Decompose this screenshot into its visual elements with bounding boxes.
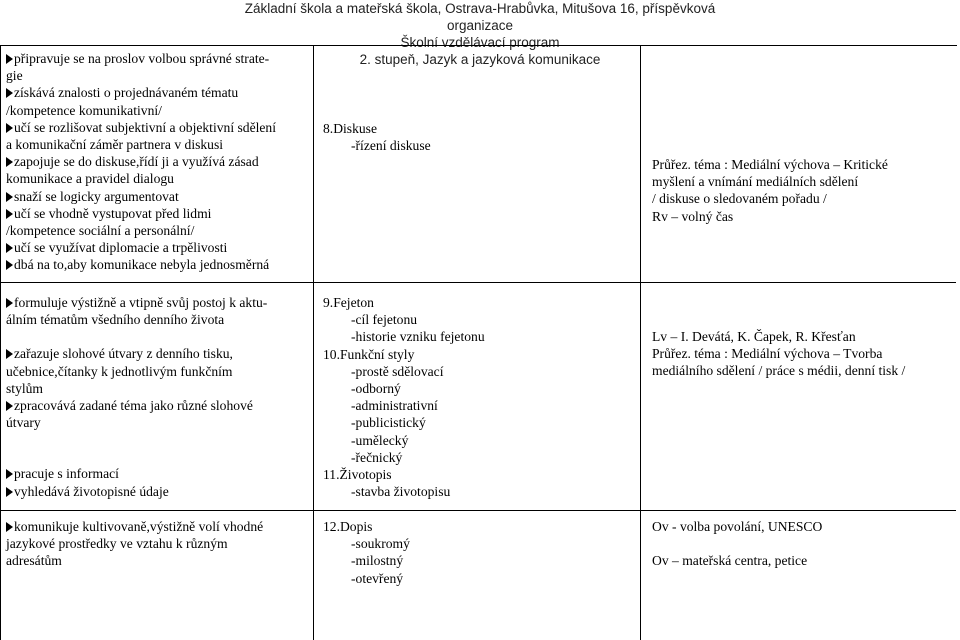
subtopic-line: -otevřený (351, 570, 404, 586)
note-line: Průřez. téma : Mediální výchova – Kritické (652, 157, 888, 172)
row-2-outcomes (6, 294, 306, 500)
outcome-line (6, 294, 306, 311)
outcome-line (6, 552, 306, 569)
outcome-text: dbá na to,aby komunikace nebyla jednosměrná (14, 257, 270, 273)
row-divider (0, 282, 956, 283)
program-name: Školní vzdělávací program (400, 35, 560, 50)
note-line: Ov - volba povolání, UNESCO (652, 519, 823, 534)
subtopic-line: -umělecký (351, 432, 409, 448)
topic-heading: 10.Funkční styly (323, 346, 415, 362)
outcome-text: /kompetence sociální a personální/ (6, 223, 195, 239)
outcome-text: stylům (6, 380, 44, 396)
bullet-arrow-icon (6, 54, 13, 64)
note-line: myšlení a vnímání mediálních sdělení (652, 174, 859, 190)
outcome-text: získává znalosti o projednávaném tématu (14, 85, 239, 101)
outcome-text: adresátům (6, 553, 62, 569)
outcome-line (6, 414, 306, 431)
outcome-text: zařazuje slohové útvary z denního tisku, (14, 346, 233, 362)
row-2-notes (652, 328, 952, 380)
outcome-line (6, 205, 306, 222)
outcome-text: zpracovává zadané téma jako různé slohové (14, 398, 253, 414)
outcome-line (6, 256, 306, 273)
subtopic-line: -stavba životopisu (351, 484, 451, 500)
outcome-text: gie (6, 68, 23, 84)
outcome-text: formuluje výstižně a vtipně svůj postoj k aktu- (14, 295, 268, 310)
outcome-line (6, 50, 306, 67)
outcome-line (6, 102, 306, 119)
outcome-line (6, 136, 306, 153)
outcome-text: vyhledává životopisné údaje (14, 483, 169, 499)
outcome-text: učebnice,čítanky k jednotlivým funkčním (6, 363, 233, 379)
note-line: Lv – I. Devátá, K. Čapek, R. Křesťan (652, 329, 856, 344)
outcome-line (6, 311, 306, 328)
outcome-line (6, 483, 306, 500)
subtopic-line: -historie vzniku fejetonu (351, 329, 485, 345)
outcome-line (6, 188, 306, 205)
note-line: Průřez. téma : Mediální výchova – Tvorba (652, 346, 883, 362)
outcome-text: jazykové prostředky ve vztahu k různým (6, 536, 228, 552)
outcome-text: snaží se logicky argumentovat (14, 188, 179, 204)
row-1-topics (323, 120, 633, 154)
bullet-arrow-icon (6, 522, 13, 532)
bullet-arrow-icon (6, 88, 13, 98)
outcome-line (6, 380, 306, 397)
outcome-text: /kompetence komunikativní/ (6, 102, 162, 118)
column-divider (313, 45, 314, 640)
bullet-arrow-icon (6, 260, 13, 270)
row-3-topics (323, 518, 633, 587)
row-3-outcomes (6, 518, 306, 570)
note-line: / diskuse o sledovaném pořadu / (652, 191, 827, 207)
outcome-text: álním tématům všedního denního života (6, 312, 225, 328)
blank-line (6, 431, 306, 448)
subtopic-line: -prostě sdělovací (351, 363, 444, 379)
topic-heading: 12.Dopis (323, 519, 373, 534)
outcome-line (6, 518, 306, 535)
outcome-text: a komunikační záměr partnera v diskusi (6, 137, 224, 153)
outcome-line (6, 170, 306, 187)
row-3-notes (652, 518, 952, 569)
note-line (652, 535, 952, 552)
outcome-line (6, 535, 306, 552)
subtopic-line: -soukromý (351, 536, 410, 552)
subtopic-line: -cíl fejetonu (351, 312, 418, 328)
outcome-text: učí se rozlišovat subjektivní a objektivní sdělení (14, 119, 277, 135)
outcome-line (6, 153, 306, 170)
outcome-line (6, 345, 306, 362)
subtopic-line: -administrativní (351, 398, 438, 414)
outcome-line (6, 84, 306, 101)
subtopic-line: -řečnický (351, 449, 403, 465)
outcome-line (6, 222, 306, 239)
school-name: Základní škola a mateřská škola, Ostrava-Hrabůvka, Mitušova 16, příspěvková organizace (244, 1, 716, 33)
bullet-arrow-icon (6, 192, 13, 202)
subtopic-line: -řízení diskuse (351, 138, 431, 154)
outcome-line (6, 67, 306, 84)
outcome-line (6, 119, 306, 136)
blank-line (6, 328, 306, 345)
note-line: Ov – mateřská centra, petice (652, 553, 808, 569)
outcome-text: pracuje s informací (14, 466, 119, 482)
outcome-text: učí se vhodně vystupovat před lidmi (14, 205, 212, 221)
outcome-line (6, 363, 306, 380)
topic-heading: 11.Životopis (323, 467, 392, 483)
outcome-text: zapojuje se do diskuse,řídí ji a využívá zásad (14, 154, 259, 170)
bullet-arrow-icon (6, 243, 13, 253)
subtopic-line: -milostný (351, 553, 404, 569)
bullet-arrow-icon (6, 157, 13, 167)
bullet-arrow-icon (6, 298, 13, 308)
note-line: mediálního sdělení / práce s médii, denní tisk / (652, 363, 906, 379)
row-1-outcomes (6, 50, 306, 274)
outcome-text: připravuje se na proslov volbou správné strate- (14, 51, 270, 66)
section-name: 2. stupeň, Jazyk a jazyková komunikace (359, 52, 601, 67)
outcome-line (6, 397, 306, 414)
bullet-arrow-icon (6, 487, 13, 497)
bullet-arrow-icon (6, 209, 13, 219)
outcome-text: komunikuje kultivovaně,výstižně volí vhodné (14, 519, 264, 534)
outcome-line (6, 465, 306, 482)
outcome-text: útvary (6, 415, 41, 431)
row-1-notes (652, 156, 952, 225)
bullet-arrow-icon (6, 123, 13, 133)
row-2-topics (323, 294, 633, 500)
topic-heading: 8.Diskuse (323, 121, 377, 136)
topic-heading: 9.Fejeton (323, 295, 374, 310)
bullet-arrow-icon (6, 469, 13, 479)
outcome-text: učí se využívat diplomacie a trpělivosti (14, 240, 228, 256)
bullet-arrow-icon (6, 349, 13, 359)
outcome-line (6, 239, 306, 256)
row-divider (0, 510, 956, 511)
subtopic-line: -publicistický (351, 415, 426, 431)
column-divider (640, 45, 641, 640)
blank-line (6, 448, 306, 465)
note-line: Rv – volný čas (652, 208, 734, 224)
subtopic-line: -odborný (351, 381, 401, 397)
outcome-text: komunikace a pravidel dialogu (6, 171, 174, 187)
bullet-arrow-icon (6, 401, 13, 411)
